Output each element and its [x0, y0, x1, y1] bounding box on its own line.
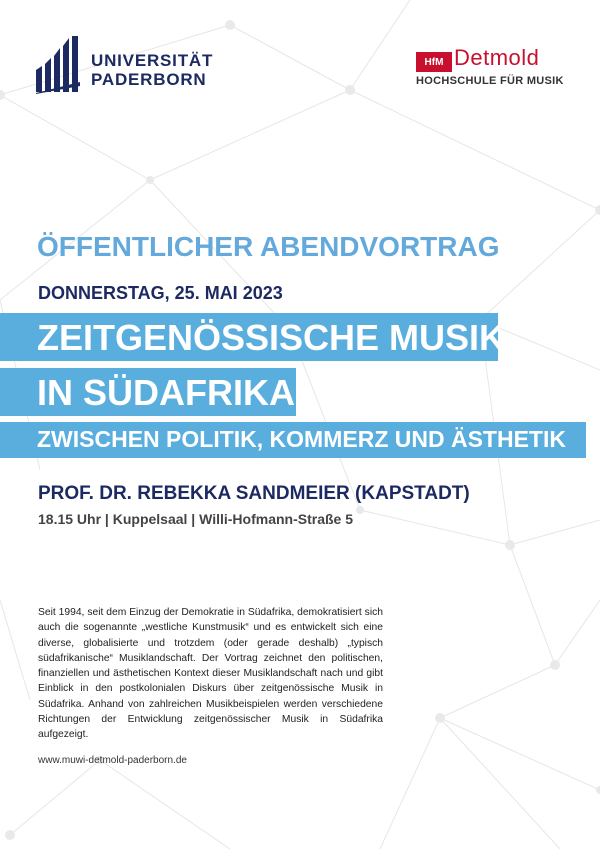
website-link[interactable]: www.muwi-detmold-paderborn.de — [38, 755, 187, 766]
subtitle-band — [0, 422, 586, 458]
event-date: DONNERSTAG, 25. MAI 2023 — [38, 283, 283, 303]
abstract-text: Seit 1994, seit dem Einzug der Demokratie in Südafrika, demokratisiert sich auch die sogenannte „westliche Kunstmusik“ und es entwickelt sich eine diverse, globalisierte und trotzdem (oder gerade deshalb) „typisch südafrikanische“ Musiklandschaft. Der Vortrag zeichnet den politischen, finanziellen und ästhetischen Kontext dieser Musiklandschaft nach und gibt Einblick in den postkolonialen Diskurs über zeitgenössische Musik in Südafrika. Anhand von zahlreichen Musikbeispielen werden verschiedene Richtungen der Entwicklung zeitgenössischer Musik in Südafrika aufgezeigt. — [38, 607, 383, 741]
event-title-line-1: ZEITGENÖSSISCHE MUSIK — [37, 317, 506, 358]
hfm-name: Detmold — [454, 45, 540, 70]
uni-paderborn-emblem-icon — [36, 36, 82, 94]
uni-paderborn-logo — [36, 36, 216, 96]
uni-logo-line-2: PADERBORN — [91, 70, 207, 89]
title-band-1 — [0, 313, 506, 361]
uni-logo-line-1: UNIVERSITÄT — [91, 51, 214, 70]
event-details: 18.15 Uhr | Kuppelsaal | Willi-Hofmann-Straße 5 — [38, 511, 353, 527]
speaker-name: PROF. DR. REBEKKA SANDMEIER (KAPSTADT) — [38, 483, 470, 504]
hfm-badge: HfM — [416, 52, 452, 72]
hfm-detmold-logo — [416, 45, 576, 92]
event-title-line-2: IN SÜDAFRIKA — [37, 372, 295, 413]
event-subtitle: ZWISCHEN POLITIK, KOMMERZ UND ÄSTHETIK — [37, 426, 566, 452]
event-type-heading: ÖFFENTLICHER ABENDVORTRAG — [37, 231, 500, 262]
title-band-2 — [0, 368, 296, 416]
hfm-subtitle: HOCHSCHULE FÜR MUSIK — [416, 75, 564, 87]
